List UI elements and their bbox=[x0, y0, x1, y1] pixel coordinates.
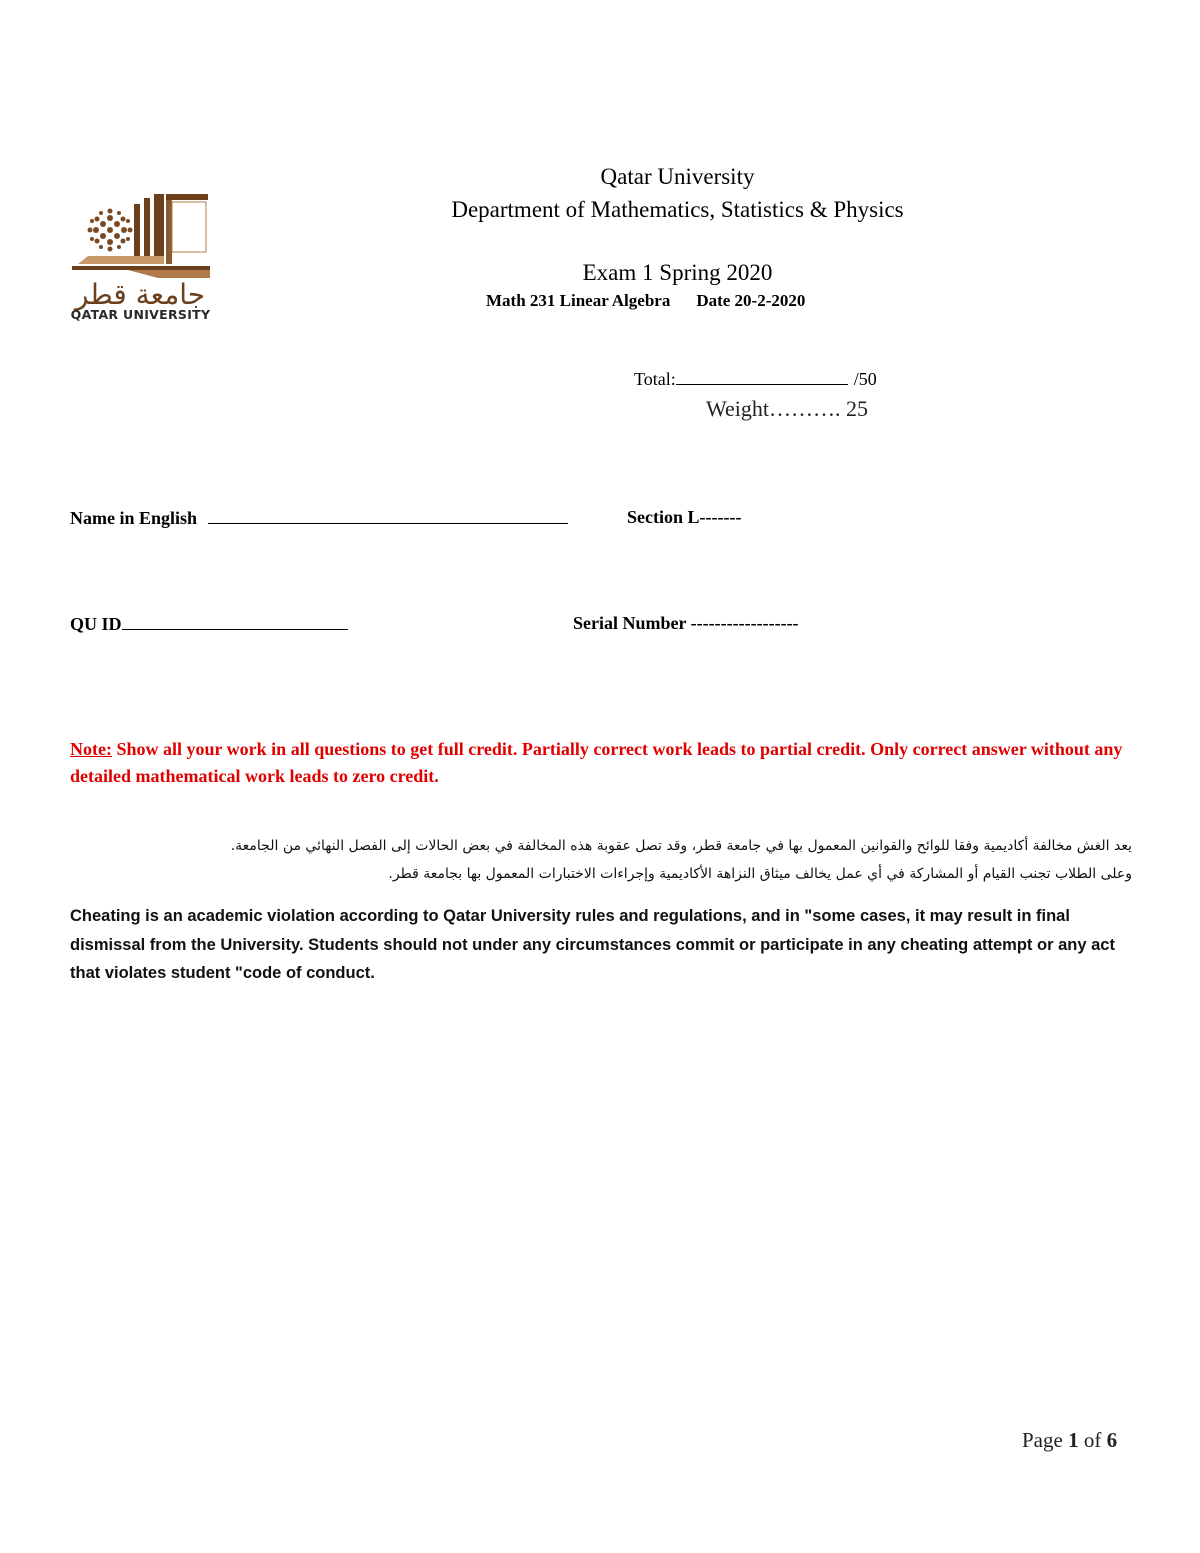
note-label: Note: bbox=[70, 739, 112, 759]
page-number bbox=[1022, 1428, 1117, 1453]
of-word: of bbox=[1083, 1428, 1102, 1452]
course-line bbox=[486, 289, 805, 313]
weight-label: Weight………. 25 bbox=[706, 396, 868, 421]
total-label: Total: bbox=[634, 369, 676, 389]
page-total: 6 bbox=[1106, 1428, 1118, 1452]
section-field: Section L------- bbox=[627, 507, 742, 527]
university-logo bbox=[68, 190, 213, 325]
exam-title: Exam 1 Spring 2020 bbox=[582, 260, 773, 285]
cheating-notice: Cheating is an academic violation according to Qatar University rules and regulations, and in "some cases, it may result in final dismissal from the University. Students should not under any circumstances commit or participate in any cheating attempt or any act that violates student "code of conduct. bbox=[70, 907, 1115, 982]
serial-field: Serial Number ------------------ bbox=[573, 613, 799, 633]
page-current: 1 bbox=[1068, 1428, 1079, 1452]
arabic-notice-line-1: يعد الغش مخالفة أكاديمية وفقا للوائح والقوانين المعمول بها في جامعة قطر، وقد تصل عقوبة هذه المخالفة في بعض الحالات إلى الفصل النهائي من الجامعة. bbox=[230, 838, 1132, 854]
arabic-notice-line-2: وعلى الطلاب تجنب القيام أو المشاركة في أي عمل يخالف ميثاق النزاهة الأكاديمية وإجراءات الاختبارات المعمول بها بجامعة قطر. bbox=[388, 866, 1132, 882]
building-emblem-icon bbox=[68, 190, 213, 282]
quid-field bbox=[70, 613, 348, 635]
note-paragraph bbox=[70, 736, 1135, 790]
course-name: Math 231 Linear Algebra bbox=[486, 291, 671, 310]
total-blank bbox=[676, 368, 848, 385]
name-label: Name in English bbox=[70, 508, 198, 528]
logo-english-name: QATAR UNIVERSITY bbox=[70, 307, 211, 322]
exam-date: Date 20-2-2020 bbox=[696, 291, 806, 310]
total-score bbox=[634, 368, 877, 390]
name-blank bbox=[208, 507, 568, 524]
page-word: Page bbox=[1022, 1428, 1063, 1452]
logo-arabic-name: جامعة قطر bbox=[74, 278, 206, 311]
total-max: /50 bbox=[853, 369, 877, 389]
quid-label: QU ID bbox=[70, 614, 122, 634]
quid-blank bbox=[122, 613, 348, 630]
note-text: Show all your work in all questions to get full credit. Partially correct work leads to partial credit. Only correct answer without any detailed mathematical work leads to zero credit. bbox=[70, 739, 1123, 786]
name-field bbox=[70, 507, 568, 529]
university-title: Qatar University bbox=[600, 164, 755, 189]
department-title: Department of Mathematics, Statistics & Physics bbox=[451, 197, 904, 222]
